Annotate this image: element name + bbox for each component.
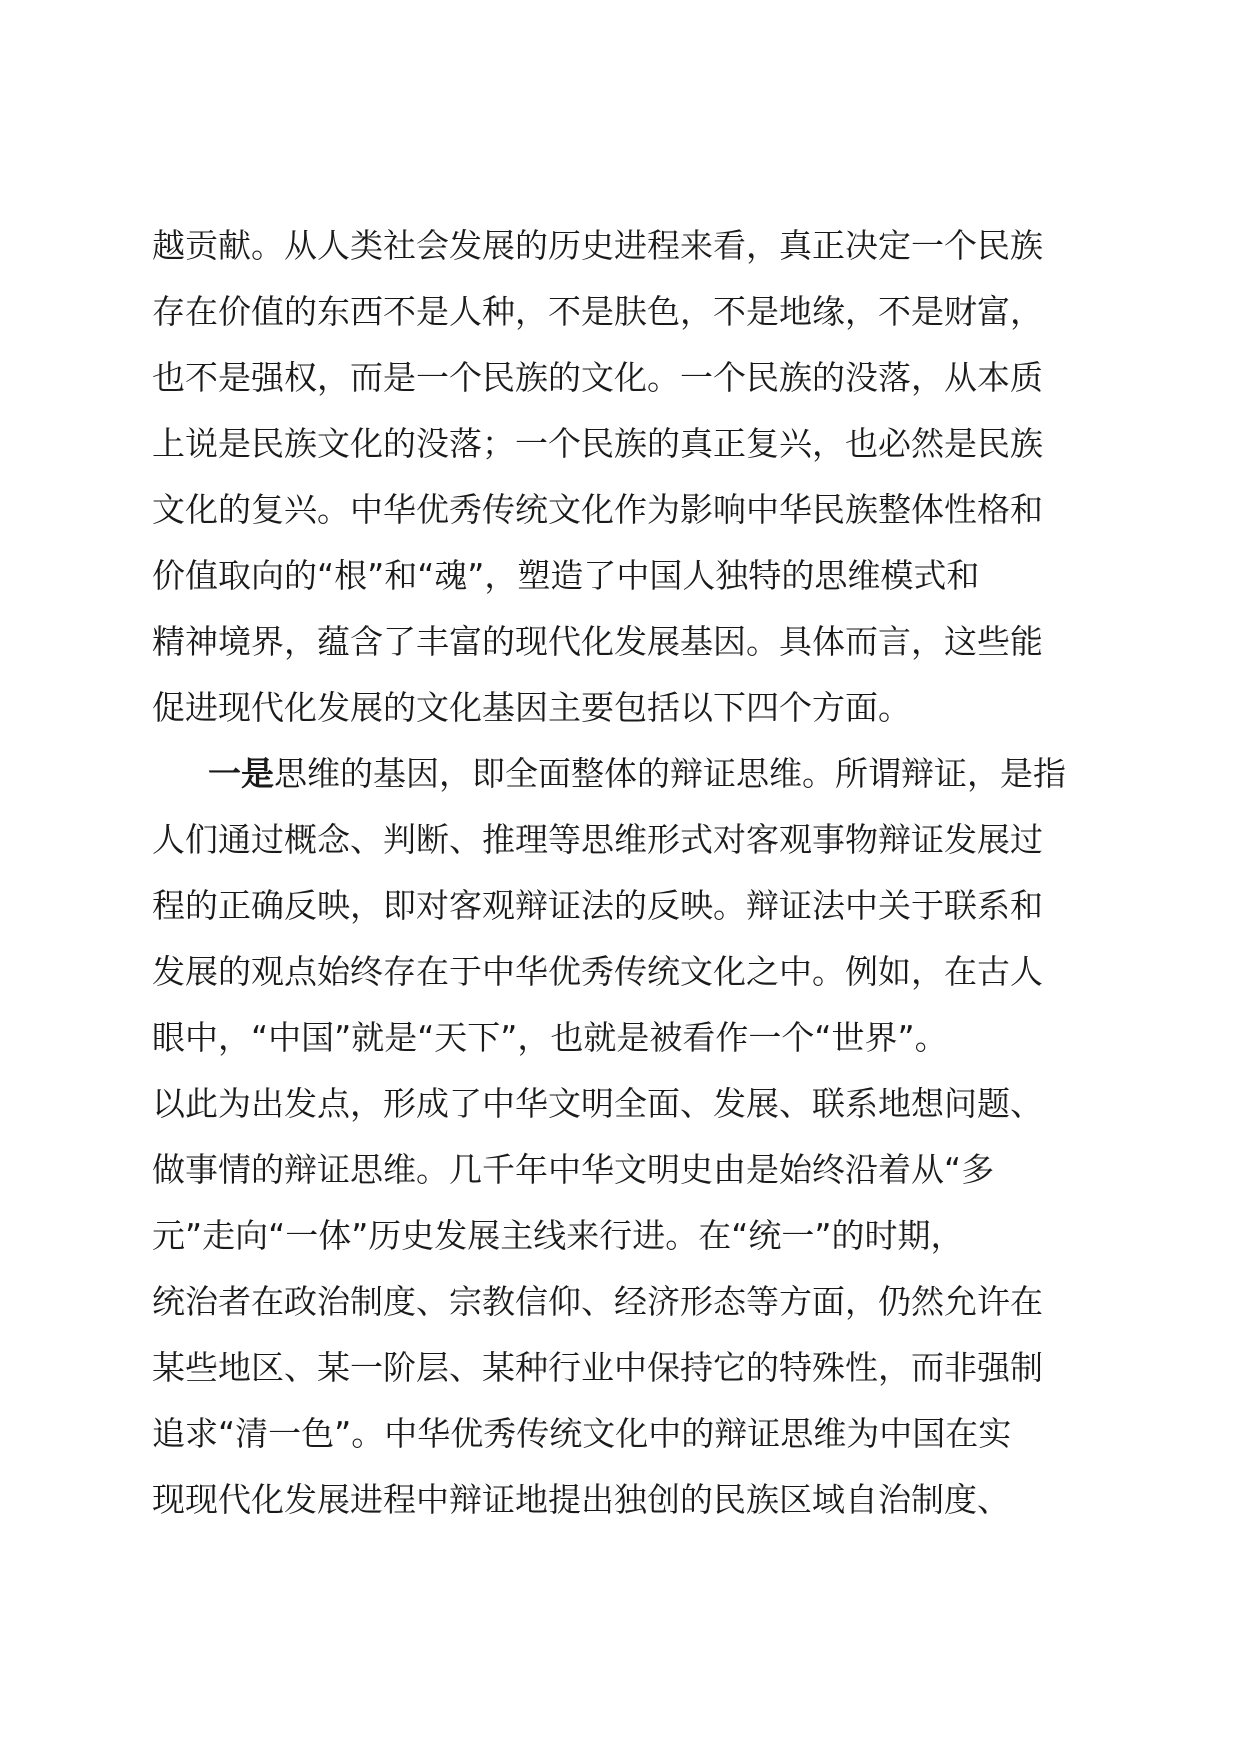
text-line: 越贡献。从人类社会发展的历史进程来看，真正决定一个民族 bbox=[152, 226, 1043, 265]
text-line: 以此为出发点，形成了中华文明全面、发展、联系地想问题、 bbox=[152, 1084, 1043, 1123]
body-text bbox=[152, 213, 1088, 1533]
text-line: 文化的复兴。中华优秀传统文化作为影响中华民族整体性格和 bbox=[152, 490, 1043, 529]
text-line: 发展的观点始终存在于中华优秀传统文化之中。例如，在古人 bbox=[152, 952, 1043, 991]
text-line: 程的正确反映，即对客观辩证法的反映。辩证法中关于联系和 bbox=[152, 886, 1043, 925]
text-line: 促进现代化发展的文化基因主要包括以下四个方面。 bbox=[152, 688, 911, 727]
text-line: 元”走向“一体”历史发展主线来行进。在“统一”的时期， bbox=[152, 1216, 964, 1255]
text-line: 某些地区、某一阶层、某种行业中保持它的特殊性，而非强制 bbox=[152, 1348, 1043, 1387]
text-line: 精神境界，蕴含了丰富的现代化发展基因。具体而言，这些能 bbox=[152, 622, 1043, 661]
text-line: 做事情的辩证思维。几千年中华文明史由是始终沿着从“多 bbox=[152, 1150, 995, 1189]
text-line: 上说是民族文化的没落；一个民族的真正复兴，也必然是民族 bbox=[152, 424, 1043, 463]
text-line: 眼中，“中国”就是“天下”，也就是被看作一个“世界”。 bbox=[152, 1018, 948, 1057]
text-line: 统治者在政治制度、宗教信仰、经济形态等方面，仍然允许在 bbox=[152, 1282, 1043, 1321]
paragraph-first-line bbox=[152, 741, 1088, 807]
text-line: 也不是强权，而是一个民族的文化。一个民族的没落，从本质 bbox=[152, 358, 1043, 397]
paragraph-lead-bold: 一是 bbox=[208, 754, 274, 793]
text-line: 现现代化发展进程中辩证地提出独创的民族区域自治制度、 bbox=[152, 1480, 1010, 1519]
text-line: 存在价值的东西不是人种，不是肤色，不是地缘，不是财富， bbox=[152, 292, 1043, 331]
paragraph-first-line-text: 思维的基因，即全面整体的辩证思维。所谓辩证，是指 bbox=[274, 754, 1066, 793]
text-line: 价值取向的“根”和“魂”，塑造了中国人独特的思维模式和 bbox=[152, 556, 980, 595]
text-line: 追求“清一色”。中华优秀传统文化中的辩证思维为中国在实 bbox=[152, 1414, 1012, 1453]
text-line: 人们通过概念、判断、推理等思维形式对客观事物辩证发展过 bbox=[152, 820, 1043, 859]
